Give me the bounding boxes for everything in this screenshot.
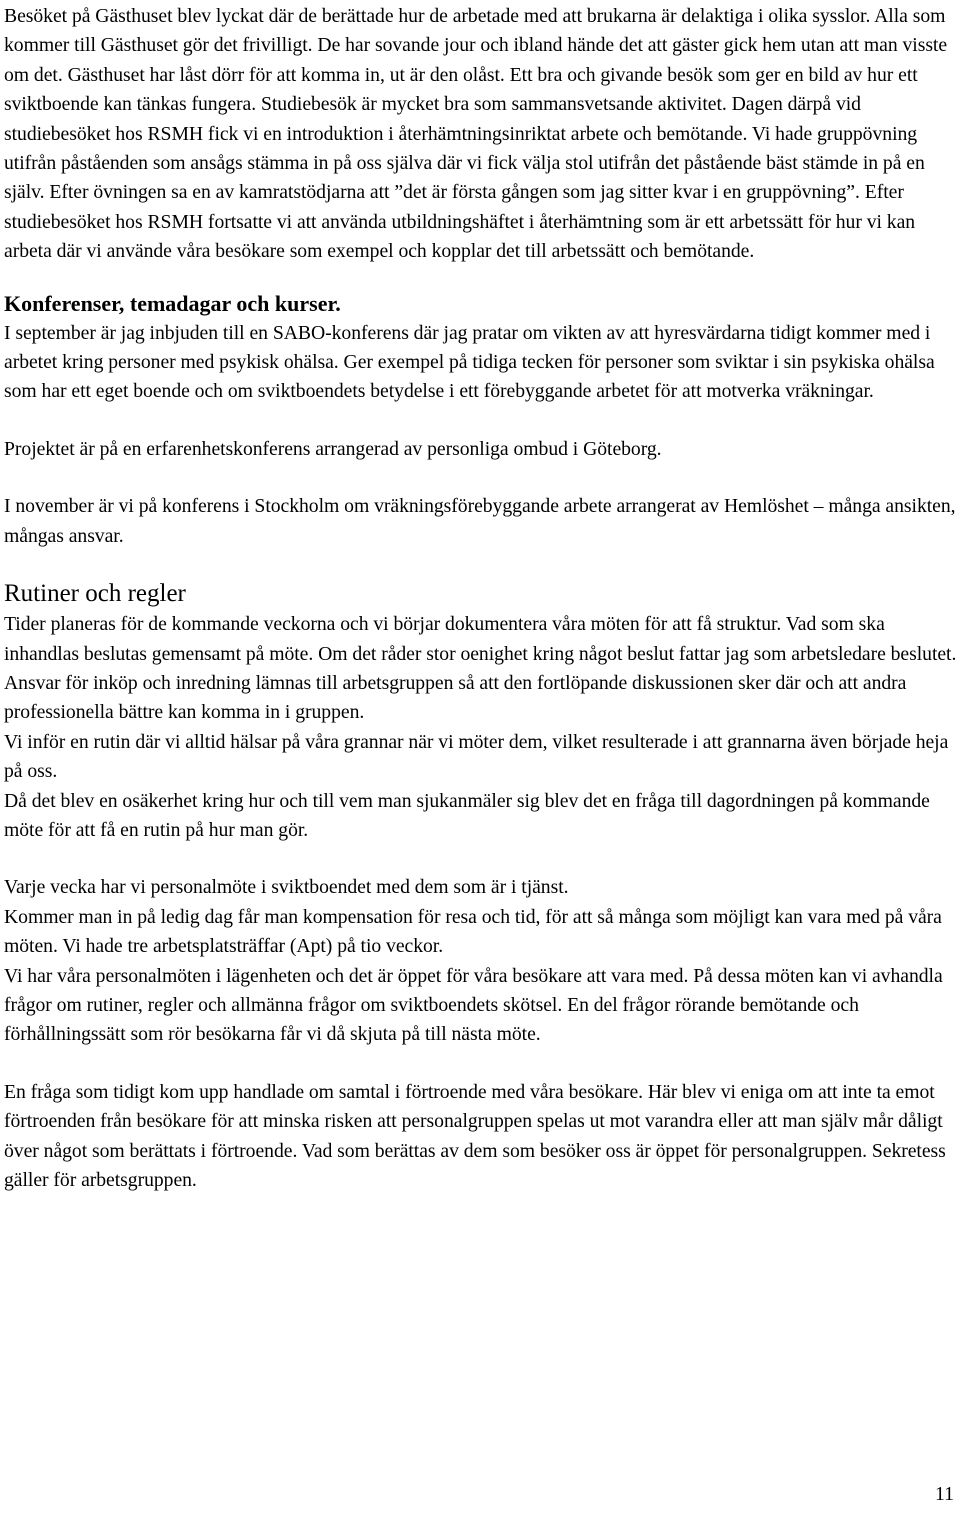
paragraph-confidentiality: En fråga som tidigt kom upp handlade om samtal i förtroende med våra besökare. Här blev vi eniga om att inte ta emot förtroenden från besökare för att minska risken att personalgruppen spelas ut mot varandra eller att man själv mår dåligt över något som berättats i förtroende. Vad som berättas av dem som besöker oss är öppet för personalgruppen. Sekretess gäller för arbetsgruppen. bbox=[4, 1080, 946, 1191]
paragraph-staff-meetings: Vi har våra personalmöten i lägenheten och det är öppet för våra besökare att vara med. På dessa möten kan vi avhandla frågor om rutiner, regler och allmänna frågor om sviktboendets skötsel. En del frågor rörande bemötande och förhållningssätt som rör besökarna får vi då skjuta på till nästa möte. bbox=[4, 964, 943, 1046]
paragraph-planning: Tider planeras för de kommande veckorna och vi börjar dokumentera våra möten för att få struktur. Vad som ska inhandlas beslutas gemensamt på möte. Om det råder stor oenighet kring något beslut fattar jag som arbetsledare beslutet. Ansvar för inköp och inredning lämnas till arbetsgruppen så att den fortlöpande diskussionen sker där och att andra professionella bättre kan komma in i gruppen. bbox=[4, 613, 957, 724]
paragraph-sabo-conference: I september är jag inbjuden till en SABO-konferens där jag pratar om vikten av att hyresvärdarna tidigt kommer med i arbetet kring personer med psykisk ohälsa. Ger exempel på tidiga tecken för personer som sviktar i sin psykiska ohälsa som har ett eget boende och om sviktboendets betydelse i ett förebyggande arbetet för att motverka vräkningar. bbox=[4, 321, 935, 403]
heading-routines: Rutiner och regler bbox=[4, 580, 186, 608]
document-page bbox=[4, 2, 958, 1195]
heading-conferences: Konferenser, temadagar och kurser. bbox=[4, 290, 341, 316]
paragraph-stockholm-conference: I november är vi på konferens i Stockholm om vräkningsförebyggande arbete arrangerat av Hemlöshet – många ansikten, mångas ansvar. bbox=[4, 495, 956, 547]
paragraph-compensation: Kommer man in på ledig dag får man kompensation för resa och tid, för att så många som möjligt kan vara med på våra möten. Vi hade tre arbetsplatsträffar (Apt) på tio veckor. bbox=[4, 905, 942, 958]
paragraph-greeting-neighbours: Vi inför en rutin där vi alltid hälsar på våra grannar när vi möter dem, vilket resulterade i att grannarna även började heja på oss. bbox=[4, 730, 949, 783]
paragraph-weekly-meeting: Varje vecka har vi personalmöte i sviktboendet med dem som är i tjänst. bbox=[4, 876, 569, 899]
page-number: 11 bbox=[935, 1483, 954, 1505]
paragraph-gothenburg-conference: Projektet är på en erfarenhetskonferens arrangerad av personliga ombud i Göteborg. bbox=[4, 437, 662, 460]
paragraph-sick-leave: Då det blev en osäkerhet kring hur och till vem man sjukanmäler sig blev det en fråga till dagordningen på kommande möte för att få en rutin på hur man gör. bbox=[4, 789, 930, 841]
intro-paragraph: Besöket på Gästhuset blev lyckat där de berättade hur de arbetade med att brukarna är delaktiga i olika sysslor. Alla som kommer till Gästhuset gör det frivilligt. De har sovande jour och ibland hände det att gäster gick hem utan att man visste om det. Gästhuset har låst dörr för att komma in, ut är den olåst. Ett bra och givande besök som ger en bild av hur ett sviktboende kan tänkas fungera. Studiebesök är mycket bra som sammansvetsande aktivitet. Dagen därpå vid studiebesöket hos RSMH fick vi en introduktion i återhämtningsinriktat arbete och bemötande. Vi hade gruppövning utifrån påståenden som ansågs stämma in på oss själva där vi fick välja stol utifrån det påstående bäst stämde in på en själv. Efter övningen sa en av kamratstödjarna att ”det är första gången som jag sitter kvar i en gruppövning”. Efter studiebesöket hos RSMH fortsatte vi att använda utbildningshäftet i återhämtning som är ett arbetssätt för hur vi kan arbeta där vi använde våra besökare som exempel och kopplar det till arbetssätt och bemötande. bbox=[4, 5, 948, 263]
